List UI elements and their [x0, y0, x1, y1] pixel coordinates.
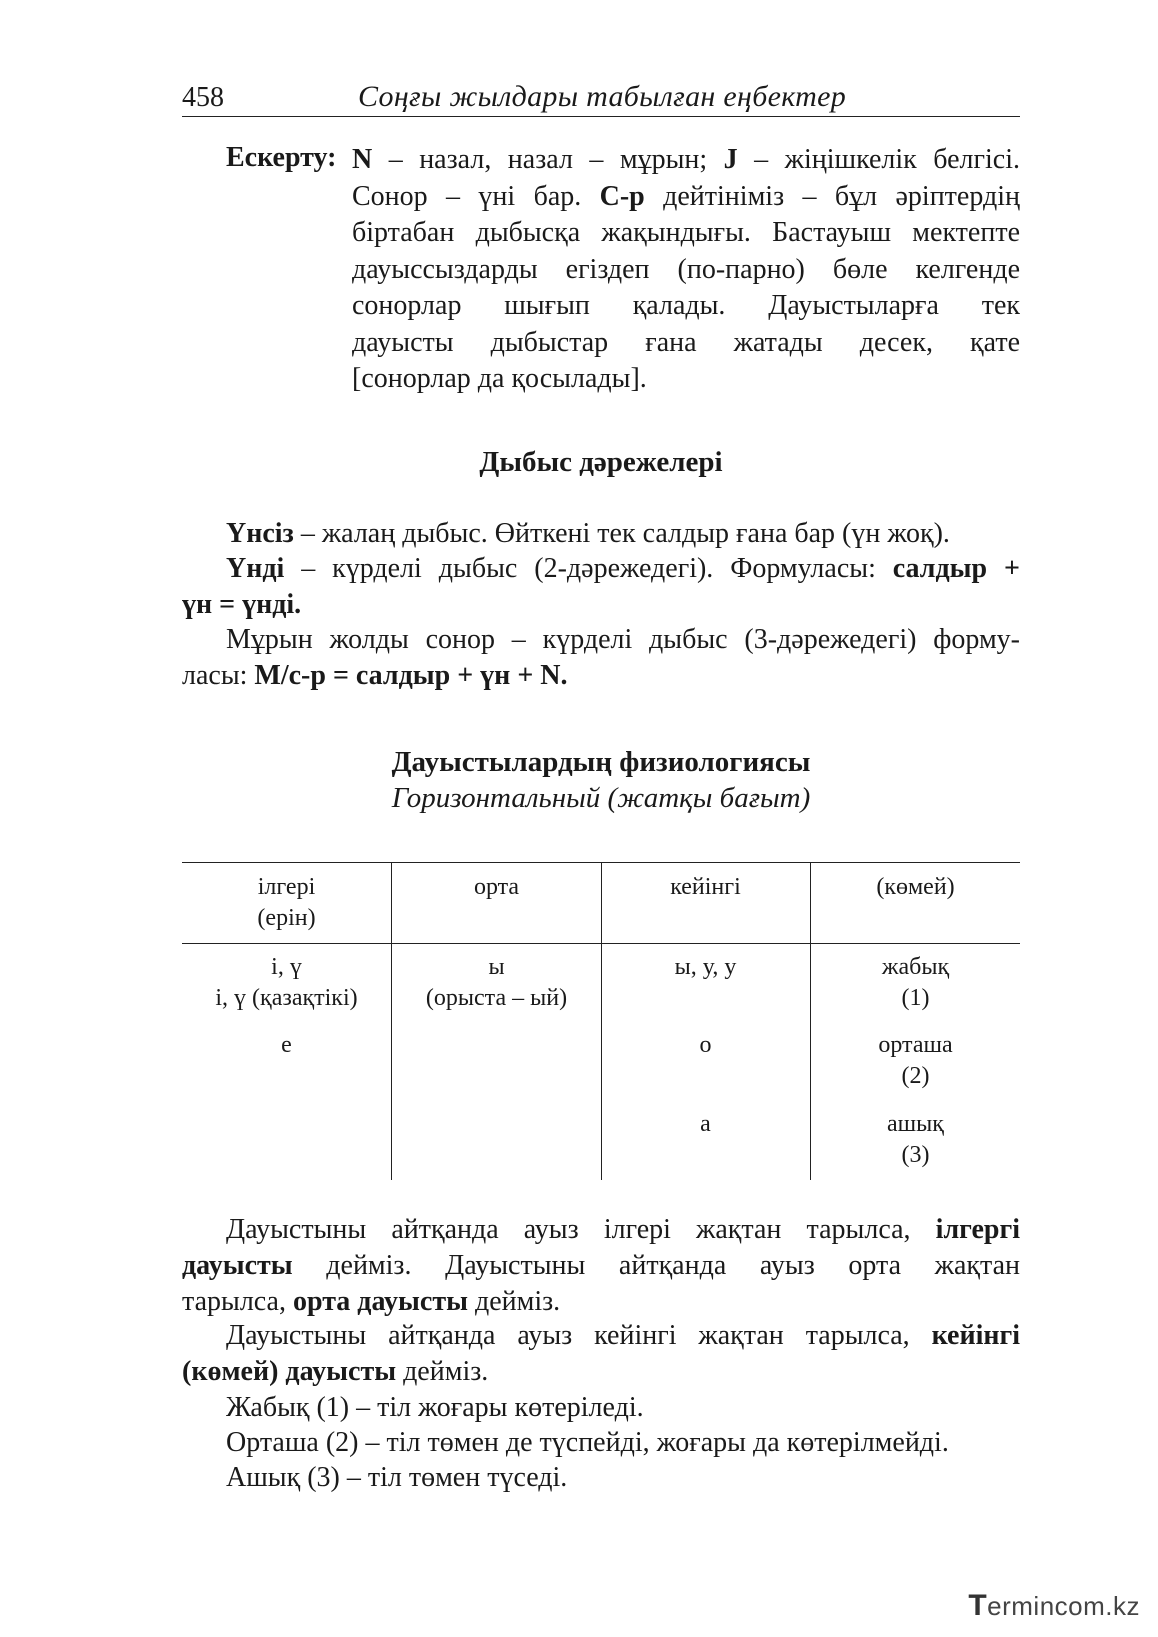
note-body [352, 142, 1020, 398]
table-cell: ашық (3) [887, 1111, 944, 1168]
section-heading-vowel-physiology: Дауыстылардың физиологиясы [391, 746, 811, 778]
paragraph-front-vowel: Дауыстыны айтқанда ауыз ілгері жақтан тарылса, ілгергі дауысты дейміз. Дауыстыны айтқанда ауыз орта жақтан тарылса, орта дауысты дейміз. [182, 1214, 1020, 1317]
table-cell: а [700, 1111, 711, 1137]
paragraph-mid: Орташа (2) – тіл төмен де түспейді, жоғары да көтерілмейді. [226, 1427, 949, 1458]
note-line: дауысты дыбыстар ғана жатады десек, қате [352, 326, 1020, 358]
table-cell: е [281, 1032, 292, 1058]
paragraph-back-vowel: Дауыстыны айтқанда ауыз кейінгі жақтан тарылса, кейінгі (көмей) дауысты дейміз. [182, 1320, 1020, 1387]
table-header-cell: кейінгі [670, 874, 741, 900]
paragraph-nasal-sonor: Мұрын жолды сонор – күрделі дыбыс (3-дәрежедегі) форму- ласы: М/с-р = салдыр + үн + N. [182, 624, 1020, 691]
page-number: 458 [182, 82, 224, 113]
header-rule [182, 116, 1020, 117]
table-cell: ы (орыста – ый) [425, 954, 568, 1011]
note-label: Ескерту: [226, 142, 337, 173]
table-cell: і, ү і, ү (қазақтікі) [215, 954, 358, 1011]
paragraph-undi: Үнді – күрделі дыбыс (2-дәрежедегі). Формуласы: салдыр + үн = үнді. [182, 553, 1020, 620]
note-line: біртабан дыбысқа жақындығы. Бастауыш мектепте [352, 217, 1020, 248]
table-column-divider [391, 862, 392, 1180]
table-cell: жабық (1) [881, 954, 950, 1011]
section-heading-sound-levels: Дыбыс дәрежелері [479, 446, 723, 478]
paragraph-closed: Жабық (1) – тіл жоғары көтеріледі. [226, 1392, 644, 1423]
table-cell: о [699, 1032, 712, 1058]
paragraph-open: Ашық (3) – тіл төмен түседі. [226, 1462, 568, 1493]
note-line: дауыссыздарды егіздеп (по-парно) бөле келгенде [352, 253, 1020, 285]
note-line: [сонорлар да қосылады]. [352, 363, 647, 394]
note-line: сонорлар шығып қалады. Дауыстыларға тек [352, 290, 1020, 321]
table-cell: ы, у, у [674, 954, 737, 980]
watermark-logo: Termincom.kz [968, 1589, 1140, 1622]
section-subheading: Горизонтальный (жатқы бағыт) [391, 782, 811, 814]
vowel-table [182, 862, 1020, 1180]
running-title: Соңғы жылдары табылған еңбектер [358, 80, 847, 113]
note-line: Сонор – үні бар. С-р дейтініміз – бұл әріптердің [352, 180, 1020, 212]
note-line: N – назал, назал – мұрын; J – жіңішкелік белгісі. [352, 144, 1020, 175]
table-header-cell: орта [473, 874, 520, 900]
table-cell: орташа (2) [878, 1032, 953, 1089]
table-header-cell: ілгері (ерін) [257, 874, 316, 931]
table-header-cell: (көмей) [876, 874, 955, 900]
paragraph-unsiz: Үнсіз – жалаң дыбыс. Өйткені тек салдыр ғана бар (үн жоқ). [226, 518, 950, 549]
